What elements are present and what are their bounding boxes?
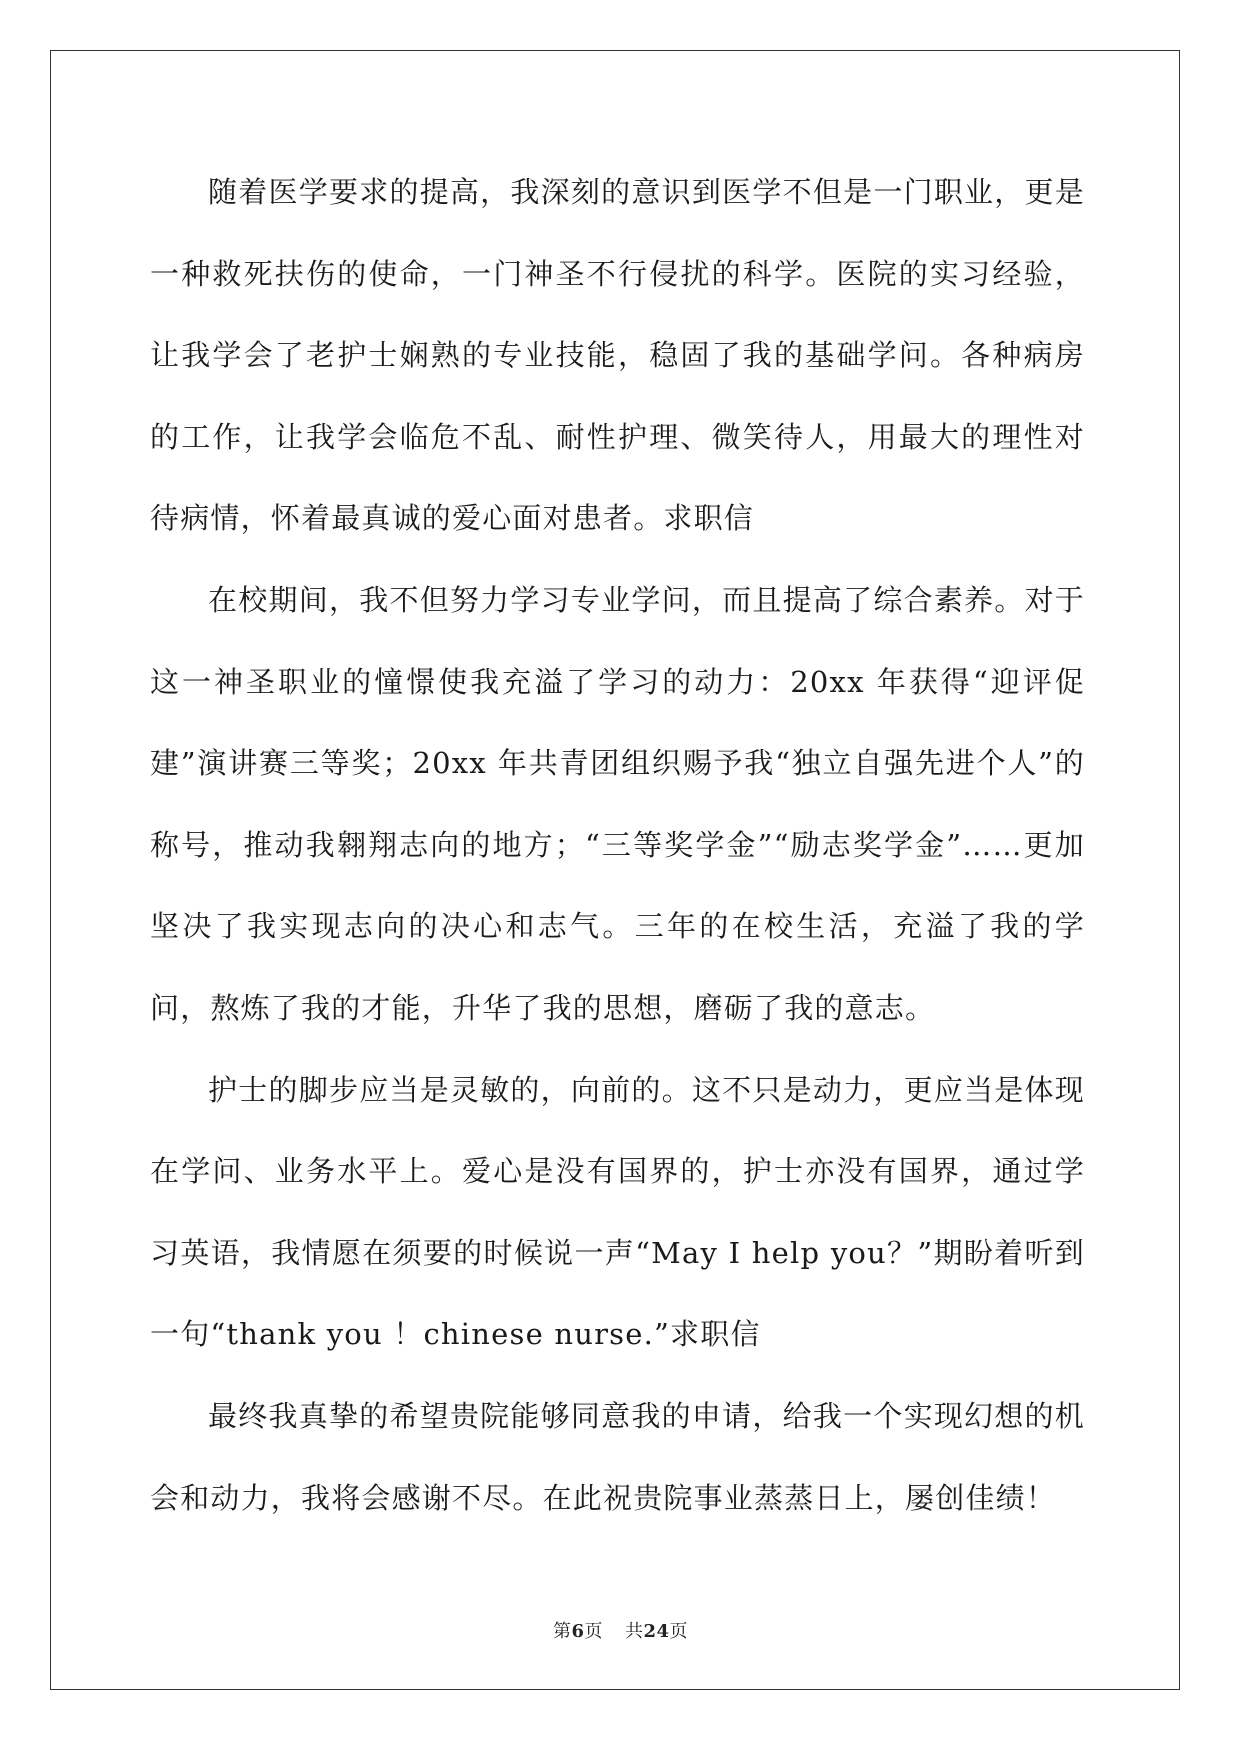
- total-prefix: 共: [624, 1621, 644, 1642]
- page-prefix: 第: [552, 1621, 572, 1642]
- page-footer: [0, 1617, 1241, 1643]
- paragraph-2: 在校期间，我不但努力学习专业学问，而且提高了综合素养。对于这一神圣职业的憧憬使我充溢了学习的动力：20xx 年获得“迎评促建”演讲赛三等奖；20xx 年共青团组织赐予我“独立自强先进个人”的称号，推动我翱翔志向的地方；“三等奖学金”“励志奖学金”……更加坚决了我实现志向的决心和志气。三年的在校生活，充溢了我的学问，熬炼了我的才能，升华了我的思想，磨砺了我的意志。: [150, 582, 1085, 1025]
- page-number: 6: [571, 1621, 585, 1642]
- page-total: 24: [643, 1621, 670, 1642]
- paragraph-1: 随着医学要求的提高，我深刻的意识到医学不但是一门职业，更是一种救死扶伤的使命，一门神圣不行侵扰的科学。医院的实习经验，让我学会了老护士娴熟的专业技能，稳固了我的基础学问。各种病房的工作，让我学会临危不乱、耐性护理、微笑待人，用最大的理性对待病情，怀着最真诚的爱心面对患者。求职信: [150, 175, 1085, 536]
- paragraph-3: 护士的脚步应当是灵敏的，向前的。这不只是动力，更应当是体现在学问、业务水平上。爱心是没有国界的，护士亦没有国界，通过学习英语，我情愿在须要的时候说一声“May I help you？”期盼着听到一句“thank you ！chinese nurse.”求职信: [150, 1072, 1085, 1352]
- document-body: [150, 152, 1085, 1539]
- paragraph-4: 最终我真挚的希望贵院能够同意我的申请，给我一个实现幻想的机会和动力，我将会感谢不尽。在此祝贵院事业蒸蒸日上，屡创佳绩！: [150, 1398, 1085, 1515]
- total-suffix: 页: [669, 1621, 689, 1642]
- page-suffix: 页: [584, 1621, 603, 1642]
